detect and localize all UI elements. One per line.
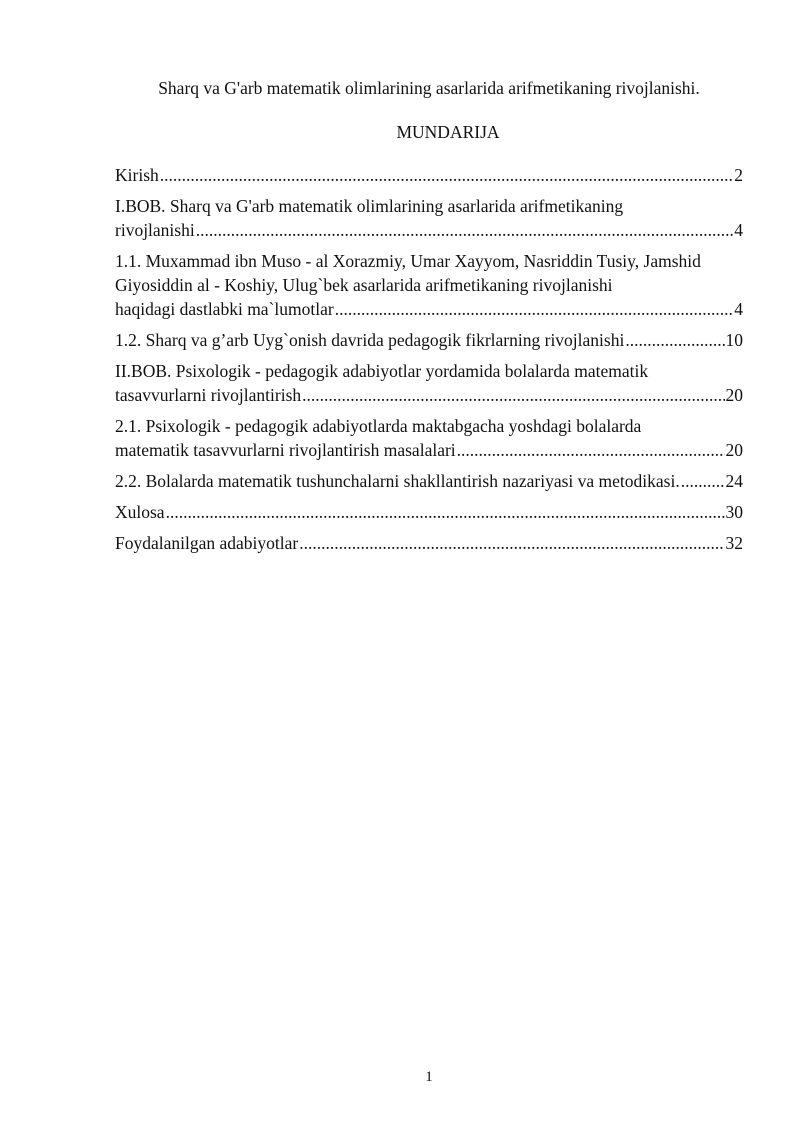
toc-entry-title-end: tasavvurlarni rivojlantirish xyxy=(115,385,302,405)
document-title: Sharq va G'arb matematik olimlarining asarlarida arifmetikaning rivojlanishi. xyxy=(158,78,700,98)
toc-leader-dots xyxy=(681,469,725,493)
toc-entry-kirish[interactable] xyxy=(115,163,743,187)
toc-entry-title-end: matematik tasavvurlarni rivojlantirish masalalari xyxy=(115,440,456,460)
toc-entry-title: Xulosa xyxy=(115,502,165,522)
toc-entry-title-line: 1.1. Muxammad ibn Muso - al Xorazmiy, Umar Xayyom, Nasriddin Tusiy, Jamshid Giyosiddin al - Koshiy, Ulug`bek asarlarida arifmetikaning rivojlanishi xyxy=(115,251,701,295)
toc-page-number: 20 xyxy=(725,385,743,405)
toc-leader-dots xyxy=(196,218,734,242)
toc-page-number: 30 xyxy=(725,502,743,522)
toc-leader-dots xyxy=(160,163,734,187)
toc-page-number: 20 xyxy=(725,440,743,460)
toc-entry-section-2-2[interactable] xyxy=(115,469,743,493)
toc-heading: MUNDARIJA xyxy=(396,122,500,142)
table-of-contents xyxy=(115,163,743,562)
toc-leader-dots xyxy=(302,383,724,407)
toc-entry-title: Kirish xyxy=(115,165,159,185)
toc-leader-dots xyxy=(457,438,725,462)
toc-page-number: 4 xyxy=(734,220,743,240)
page-number: 1 xyxy=(425,1069,433,1085)
toc-entry-title: 2.2. Bolalarda matematik tushunchalarni shakllantirish nazariyasi va metodikasi. xyxy=(115,471,680,491)
toc-page-number: 32 xyxy=(725,533,743,553)
toc-entry-title-line: 2.1. Psixologik - pedagogik adabiyotlarda maktabgacha yoshdagi bolalarda xyxy=(115,416,642,436)
toc-entry-section-1-1[interactable] xyxy=(115,249,743,321)
toc-entry-section-2-1[interactable] xyxy=(115,414,743,462)
toc-entry-title-end: haqidagi dastlabki ma`lumotlar xyxy=(115,299,334,319)
toc-page-number: 4 xyxy=(734,299,743,319)
toc-entry-chapter-2[interactable] xyxy=(115,359,743,407)
toc-entry-title-line: II.BOB. Psixologik - pedagogik adabiyotlar yordamida bolalarda matematik xyxy=(115,361,649,381)
toc-entry-title: Foydalanilgan adabiyotlar xyxy=(115,533,299,553)
toc-leader-dots xyxy=(335,297,734,321)
toc-entry-section-1-2[interactable] xyxy=(115,328,743,352)
toc-entry-title-line: I.BOB. Sharq va G'arb matematik olimlarining asarlarida arifmetikaning xyxy=(115,196,624,216)
toc-leader-dots xyxy=(166,500,725,524)
toc-page-number: 24 xyxy=(725,471,743,491)
toc-page-number: 2 xyxy=(734,165,743,185)
toc-entry-title: 1.2. Sharq va g’arb Uyg`onish davrida pedagogik fikrlarning rivojlanishi xyxy=(115,330,625,350)
toc-page-number: 10 xyxy=(725,330,743,350)
toc-entry-chapter-1[interactable] xyxy=(115,194,743,242)
toc-leader-dots xyxy=(625,328,724,352)
toc-entry-foydalanilgan-adabiyotlar[interactable] xyxy=(115,531,743,555)
toc-entry-title-end: rivojlanishi xyxy=(115,220,195,240)
toc-entry-xulosa[interactable] xyxy=(115,500,743,524)
toc-leader-dots xyxy=(299,531,724,555)
